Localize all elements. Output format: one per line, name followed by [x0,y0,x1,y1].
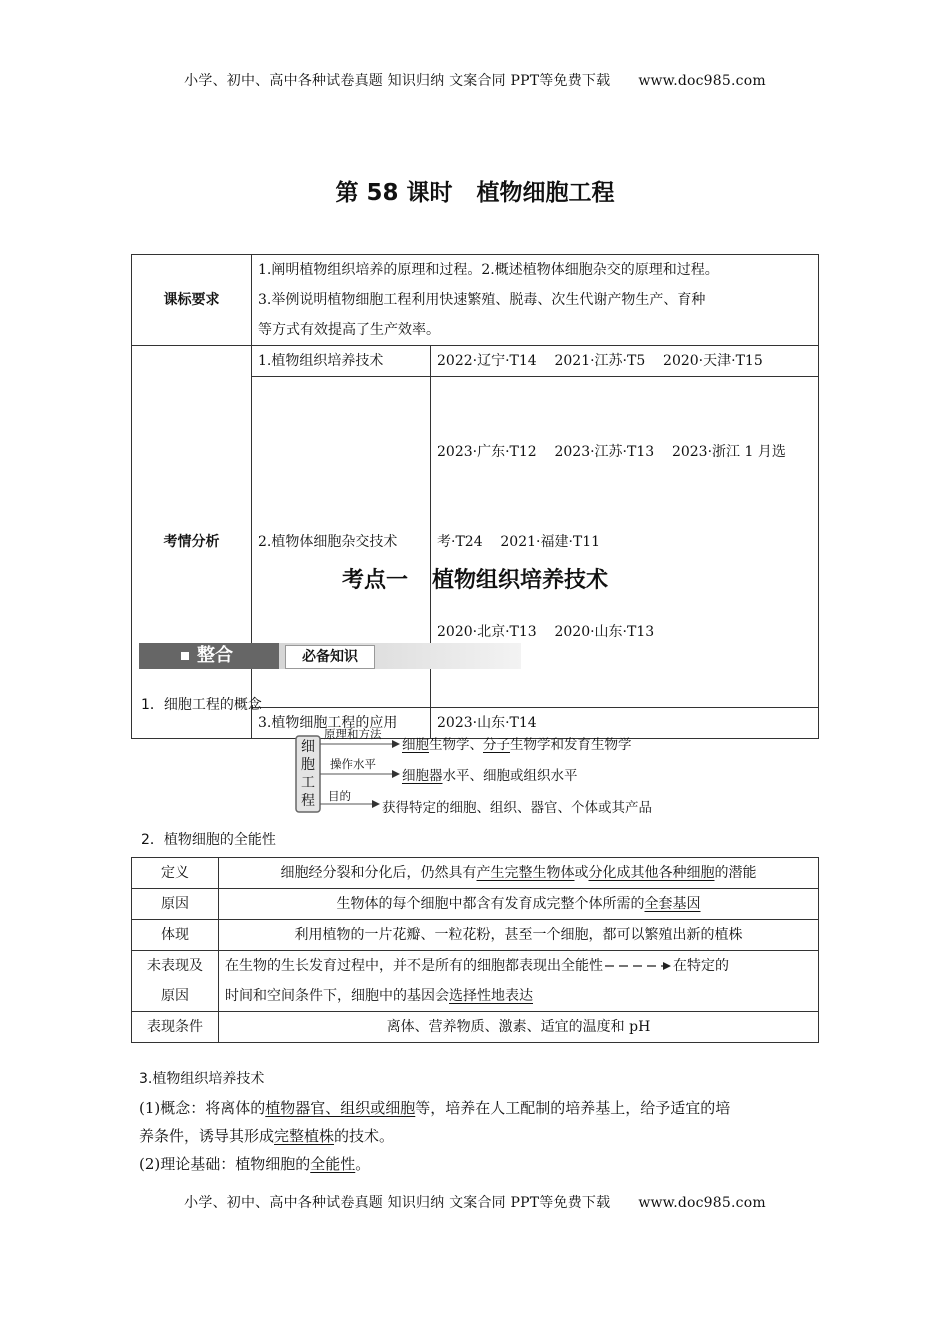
footer-left-text: 小学、初中、高中各种试卷真题 知识归纳 文案合同 PPT等免费下载 [184,1195,611,1211]
label-line: 未表现及 [147,958,203,974]
exam-line: 考·T24 2021·福建·T11 [437,534,601,550]
text-span: 生物体的每个细胞中都含有发育成完整个体所需的 [336,896,645,912]
text-span: 等，培养在人工配制的培养基上，给予适宜的培 [415,1099,731,1117]
section-name: 植物组织培养技术 [432,568,609,593]
branch-value [382,796,652,816]
underlined-term: 选择性地表达 [449,988,533,1004]
exam-cell: 2023·山东·T14 [431,708,819,739]
root-char: 程 [301,793,315,809]
underlined-term: 细胞器 [402,768,443,784]
content-line [225,951,812,981]
arrow-icon [392,740,400,748]
item3-heading: 3.植物组织培养技术 [139,1071,265,1087]
header-url: www.doc985.com [638,73,766,89]
underlined-term: 分化成其他各种细胞 [588,865,715,881]
req-line: 等方式有效提高了生产效率。 [258,322,440,338]
para-line [139,1122,819,1150]
underlined-term: 细胞 [402,737,429,753]
branch-label: 目的 [328,789,351,803]
square-bullet-icon [181,652,189,660]
row-label: 定义 [132,858,219,889]
branch-label: 操作水平 [330,757,376,771]
item3-body [139,1094,819,1178]
row-label: 表现条件 [132,1012,219,1043]
row-label: 体现 [132,920,219,951]
row-label [132,951,219,1012]
topic-cell: 3.植物细胞工程的应用 [252,708,431,739]
req-content [252,255,819,346]
section-point: 考点一 [341,568,408,593]
arrow-icon [392,770,400,778]
banner-main-label: 整合 [197,645,233,666]
branch-label: 原理和方法 [324,727,382,741]
underlined-term: 全能性 [310,1155,356,1173]
req-label: 课标要求 [132,255,252,346]
root-label [298,738,318,810]
underlined-term: 植物器官、组织或细胞 [265,1099,416,1117]
cell-engineering-diagram [292,722,672,818]
branch-value [402,733,632,753]
row-content [219,889,819,920]
root-char: 工 [301,775,315,791]
para-line [139,1150,819,1178]
text-span: 的技术。 [334,1127,395,1145]
section-title [0,563,950,594]
item2-heading: 2．植物细胞的全能性 [141,832,276,848]
totipotency-table [131,857,819,1043]
para-line [139,1094,819,1122]
section-banner [139,640,521,674]
lesson-number: 第 58 课时 [335,180,453,206]
footer-url: www.doc985.com [638,1195,766,1211]
topic-cell: 1.植物组织培养技术 [252,346,431,377]
exam-cell: 2022·辽宁·T14 2021·江苏·T5 2020·天津·T15 [431,346,819,377]
analysis-label: 考情分析 [132,346,252,739]
underlined-term: 全套基因 [644,896,701,912]
topic-cell: 2.植物体细胞杂交技术 [252,377,431,708]
row-label: 原因 [132,889,219,920]
row-content: 离体、营养物质、激素、适宜的温度和 pH [219,1012,819,1043]
exam-line: 2023·广东·T12 2023·江苏·T13 2023·浙江 1 月选 [437,444,786,460]
text-span: 养条件，诱导其形成 [139,1127,275,1145]
req-line: 1.阐明植物组织培养的原理和过程。2.概述植物体细胞杂交的原理和过程。 [258,262,719,278]
page-footer [0,1192,950,1212]
arrow-icon [372,800,380,808]
row-content: 利用植物的一片花瓣、一粒花粉，甚至一个细胞，都可以繁殖出新的植株 [219,920,819,951]
text-span: 。 [355,1155,371,1173]
text-span: 细胞经分裂和分化后，仍然具有 [280,865,477,881]
underlined-term: 完整植株 [274,1127,335,1145]
text-span: 生物学和发育生物学 [510,737,632,753]
text-span: 在特定的 [673,958,729,974]
root-char: 细 [301,739,315,755]
root-char: 胞 [301,757,315,773]
header-left-text: 小学、初中、高中各种试卷真题 知识归纳 文案合同 PPT等免费下载 [184,73,611,89]
req-line: 3.举例说明植物细胞工程利用快速繁殖、脱毒、次生代谢产物生产、育种 [258,292,706,308]
page-title [0,174,950,207]
row-content [219,951,819,1012]
text-span: 在生物的生长发育过程中，并不是所有的细胞都表现出全能性 [225,958,603,974]
text-span: 水平、细胞或组织水平 [442,768,578,784]
lesson-name: 植物细胞工程 [476,180,615,206]
item1-heading: 1．细胞工程的概念 [141,697,262,713]
text-span: 的潜能 [714,865,757,881]
row-content [219,858,819,889]
text-span: 时间和空间条件下，细胞中的基因会 [225,988,449,1004]
text-span: 生物学、 [429,737,483,753]
exam-line: 2020·北京·T13 2020·山东·T13 [437,624,655,640]
branch-value [402,764,578,784]
label-line: 原因 [161,988,189,1004]
dashed-arrow-icon [603,960,673,972]
text-span: (1)概念：将离体的 [139,1099,266,1117]
content-line [225,981,812,1011]
underlined-term: 产生完整生物体 [476,865,575,881]
text-span: 获得特定的细胞、组织、器官、个体或其产品 [382,800,652,816]
underlined-term: 分子 [483,737,510,753]
page-header [0,70,950,90]
text-span: (2)理论基础：植物细胞的 [139,1155,311,1173]
text-span: 或 [574,865,589,881]
banner-tag: 必备知识 [285,645,375,669]
